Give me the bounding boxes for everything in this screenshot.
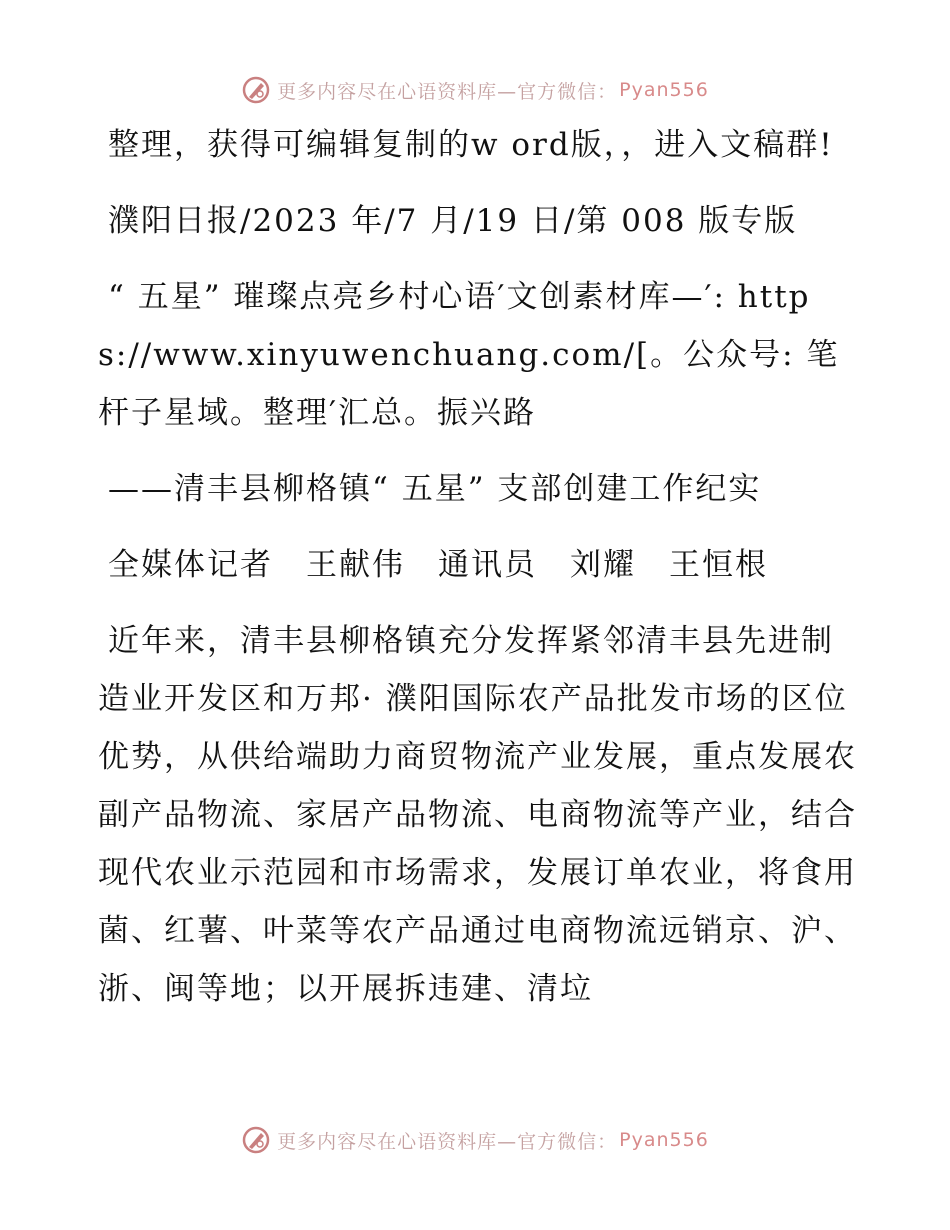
watermark-text: 更多内容尽在心语资料库—官方微信： bbox=[277, 1130, 618, 1153]
watermark-banner-top bbox=[0, 70, 950, 110]
article-content bbox=[98, 116, 858, 1018]
byline: 全媒体记者 王献伟 通讯员 刘耀 王恒根 bbox=[108, 547, 768, 583]
body-paragraph: 近年来，清丰县柳格镇充分发挥紧邻清丰县先进制造业开发区和万邦· 濮阳国际农产品批发市场的区位优势，从供给端助力商贸物流产业发展，重点发展农副产品物流、家居产品物流、电商物流等产业，结合现代农业示范园和市场需求，发展订单农业，将食用菌、红薯、叶菜等农产品通过电商物流远销京、沪、浙、闽等地；以开展拆违建、清垃 bbox=[98, 623, 857, 1007]
intro-paragraph: 整理，获得可编辑复制的w ord版，，进入文稿群! bbox=[108, 127, 834, 163]
watermark-wechat-id: Pyan556 bbox=[619, 1129, 709, 1151]
pen-logo-icon bbox=[241, 1125, 271, 1155]
pen-logo-icon bbox=[241, 75, 271, 105]
article-title: “ 五星” 璀璨点亮乡村心语′文创素材库—′: https://www.xinyuwenchuang.com/[。公众号: 笔杆子星域。整理′汇总。振兴路 bbox=[98, 279, 840, 431]
watermark-wechat-id: Pyan556 bbox=[619, 79, 709, 101]
dateline: 濮阳日报/2023 年/7 月/19 日/第 008 版专版 bbox=[108, 203, 798, 239]
watermark-text: 更多内容尽在心语资料库—官方微信： bbox=[277, 80, 618, 103]
watermark-banner-bottom bbox=[0, 1120, 950, 1160]
article-subtitle: ——清丰县柳格镇“ 五星” 支部创建工作纪实 bbox=[108, 471, 762, 507]
